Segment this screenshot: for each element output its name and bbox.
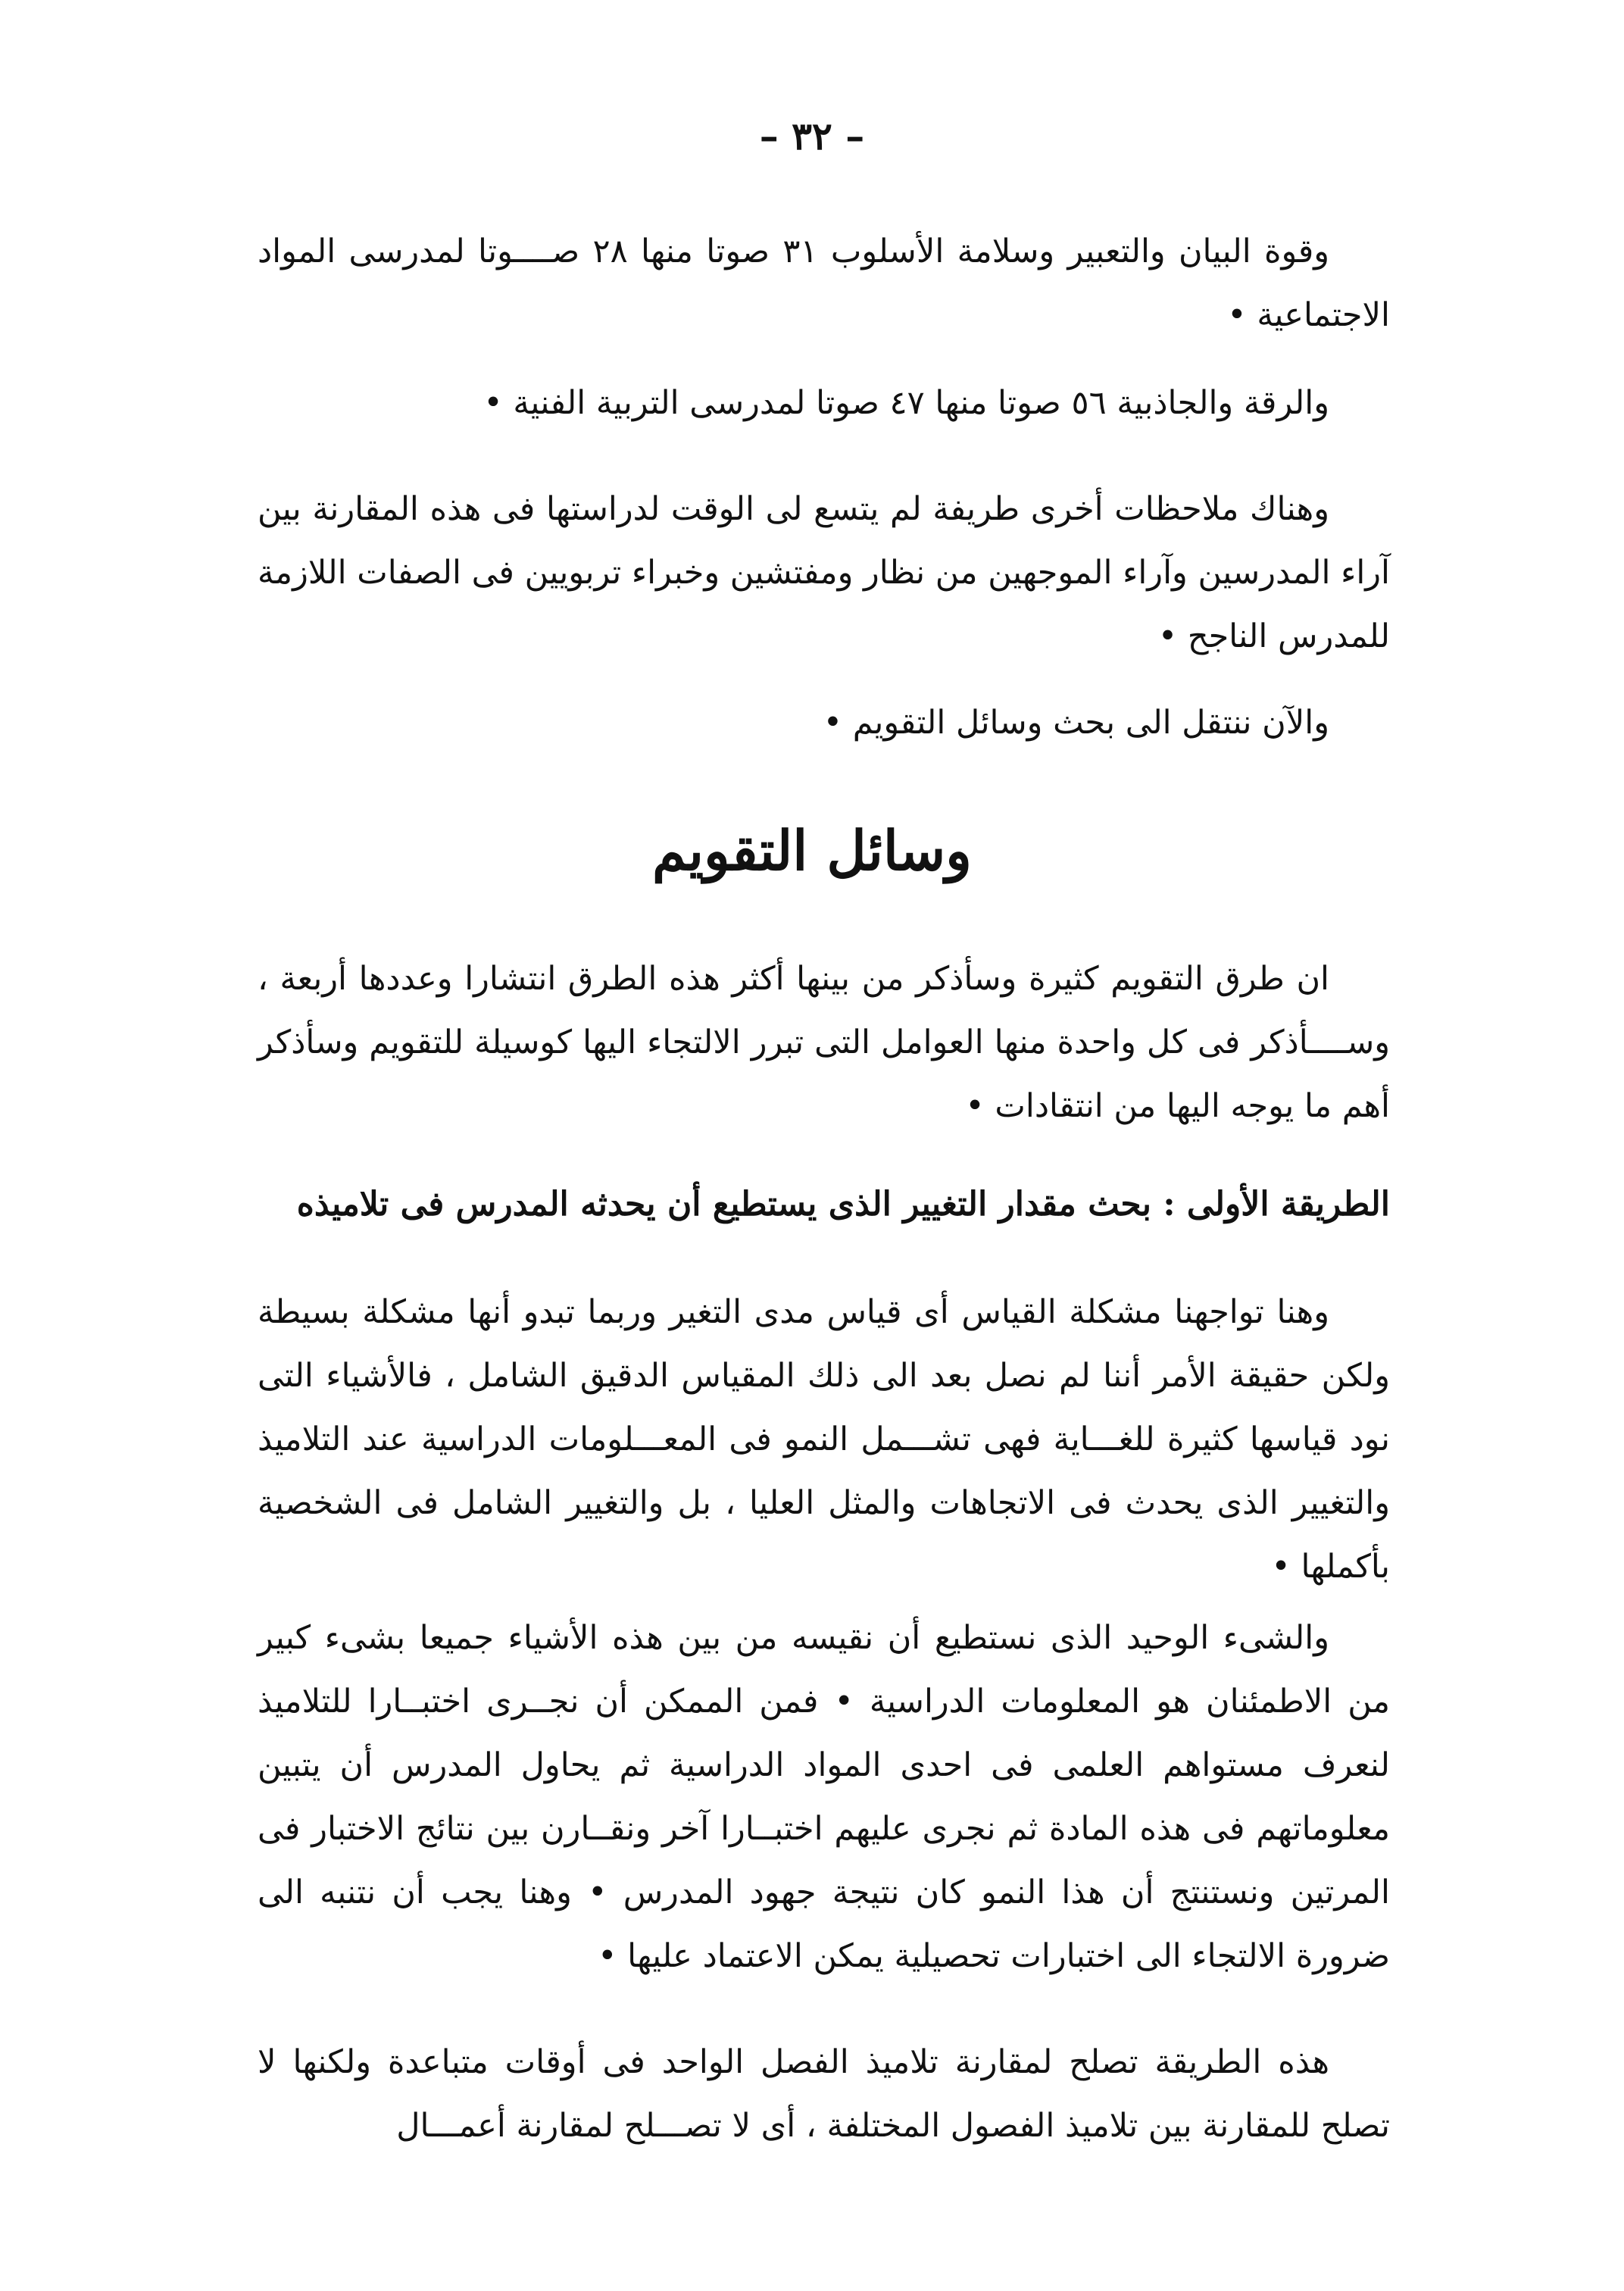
paragraph-3: وهناك ملاحظات أخرى طريفة لم يتسع لى الوقت لدراستها فى هذه المقارنة بين آراء المدرسين وآراء الموجهين من نظار ومفتشين وخبراء تربويين فى الصفات اللازمة للمدرس الناجح • bbox=[258, 490, 1390, 655]
paragraph-5: ان طرق التقويم كثيرة وسأذكر من بينها أكثر هذه الطرق انتشارا وعددها أربعة ، وســــأذكر فى كل واحدة منها العوامل التى تبرر الالتجاء اليها كوسيلة للتقويم وسأذكر أهم ما يوجه اليها من انتقادات • bbox=[258, 960, 1390, 1125]
section-heading: وسائل التقويم bbox=[652, 818, 972, 883]
paragraph-4: والآن ننتقل الى بحث وسائل التقويم • bbox=[823, 704, 1329, 742]
paragraph-8: هذه الطريقة تصلح لمقارنة تلاميذ الفصل الواحد فى أوقات متباعدة ولكنها لا تصلح للمقارنة بين تلاميذ الفصول المختلفة ، أى لا تصـــلح لمقارنة أعمـــال bbox=[258, 2043, 1390, 2145]
method-subheading: الطريقة الأولى : بحث مقدار التغيير الذى يستطيع أن يحدثه المدرس فى تلاميذه bbox=[296, 1185, 1390, 1224]
paragraph-6: وهنا تواجهنا مشكلة القياس أى قياس مدى التغير وربما تبدو أنها مشكلة بسيطة ولكن حقيقة الأمر أننا لم نصل بعد الى ذلك المقياس الدقيق الشامل ، فالأشياء التى نود قياسها كثيرة للغـــاية فهى تشـــمل النمو فى المعـــلومات الدراسية عند التلاميذ والتغيير الذى يحدث فى الاتجاهات والمثل العليا ، بل والتغيير الشامل فى الشخصية بأكملها • bbox=[258, 1293, 1390, 1586]
paragraph-1: وقوة البيان والتعبير وسلامة الأسلوب ٣١ صوتا منها ٢٨ صــــوتا لمدرسى المواد الاجتماعية • bbox=[258, 233, 1390, 334]
paragraph-7: والشىء الوحيد الذى نستطيع أن نقيسه من بين هذه الأشياء جميعا بشىء كبير من الاطمئنان هو المعلومات الدراسية • فمن الممكن أن نجــرى اختبــارا للتلاميذ لنعرف مستواهم العلمى فى احدى المواد الدراسية ثم يحاول المدرس أن يتبين معلوماتهم فى هذه المادة ثم نجرى عليهم اختبــارا آخر ونقــارن بين نتائج الاختبار فى المرتين ونستنتج أن هذا النمو كان نتيجة جهود المدرس • وهنا يجب أن نتنبه الى ضرورة الالتجاء الى اختبارات تحصيلية يمكن الاعتماد عليها • bbox=[258, 1619, 1390, 1975]
page-number: – ٣٢ – bbox=[759, 114, 865, 158]
paragraph-2: والرقة والجاذبية ٥٦ صوتا منها ٤٧ صوتا لمدرسى التربية الفنية • bbox=[483, 384, 1329, 422]
